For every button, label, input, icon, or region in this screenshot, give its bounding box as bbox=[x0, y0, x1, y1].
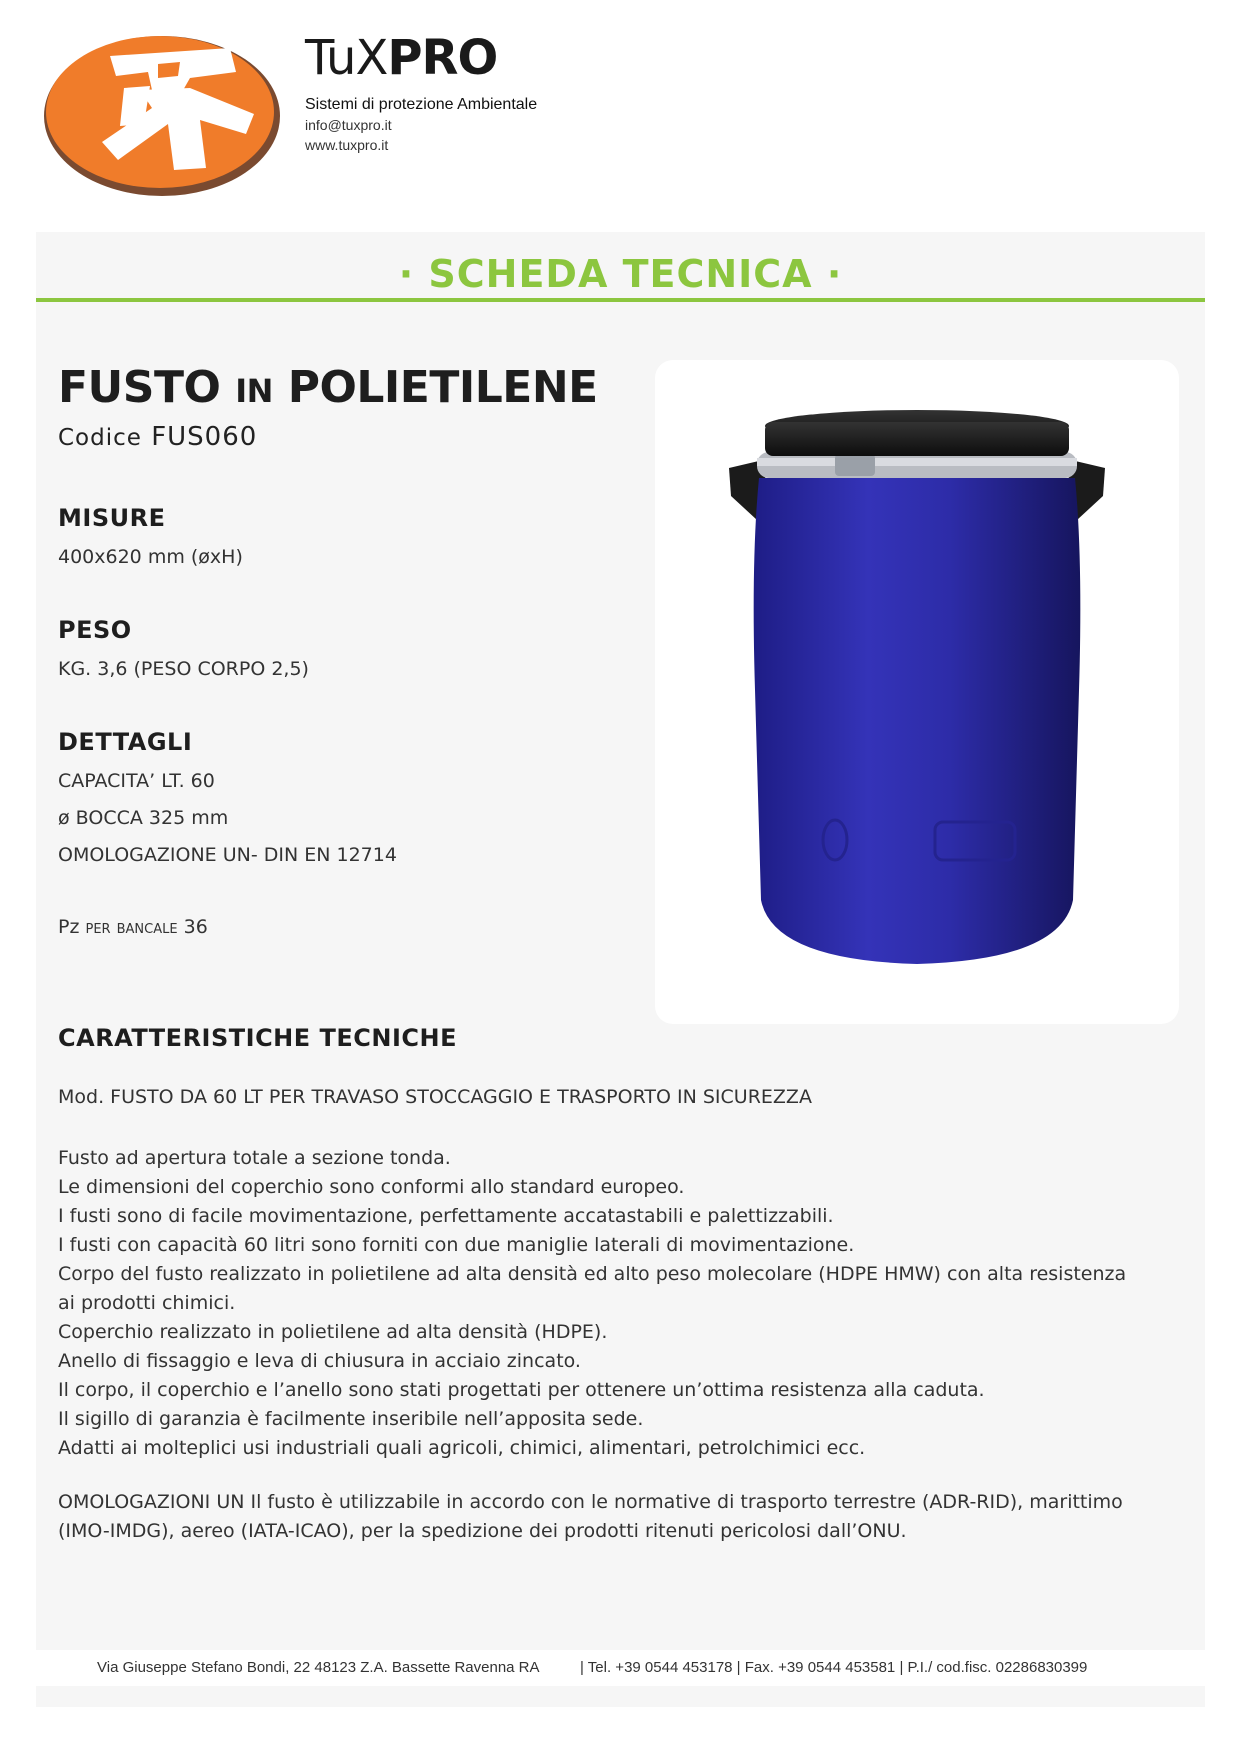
dettagli-item: CAPACITA’ LT. 60 bbox=[58, 770, 215, 792]
footer bbox=[36, 1650, 1205, 1686]
sheet-title: · SCHEDA TECNICA · bbox=[398, 252, 843, 296]
specs-line: I fusti sono di facile movimentazione, perfettamente accatastabili e palettizzabili. bbox=[58, 1205, 834, 1227]
peso-value: KG. 3,6 (PESO CORPO 2,5) bbox=[58, 658, 309, 680]
specs-line: Coperchio realizzato in polietilene ad alta densità (HDPE). bbox=[58, 1321, 608, 1343]
dettagli-item: ø BOCCA 325 mm bbox=[58, 807, 229, 829]
data-sheet-panel bbox=[36, 232, 1205, 1707]
brand-block bbox=[305, 30, 537, 154]
specs-line: Anello di fissaggio e leva di chiusura in acciaio zincato. bbox=[58, 1350, 581, 1372]
specs-model: Mod. FUSTO DA 60 LT PER TRAVASO STOCCAGGIO E TRASPORTO IN SICUREZZA bbox=[58, 1086, 812, 1108]
specs-line: Il sigillo di garanzia è facilmente inseribile nell’apposita sede. bbox=[58, 1408, 644, 1430]
brand-prefix: TuX bbox=[305, 30, 388, 86]
brand-email[interactable]: info@tuxpro.it bbox=[305, 117, 392, 133]
brand-tagline: Sistemi di protezione Ambientale bbox=[305, 96, 538, 113]
product-title-part2: IN bbox=[235, 372, 273, 410]
product-title bbox=[58, 362, 598, 413]
product-code-value: FUS060 bbox=[151, 422, 258, 452]
footer-address: Via Giuseppe Stefano Bondi, 22 48123 Z.A. Bassette Ravenna RA bbox=[97, 1659, 540, 1676]
specs-line: ai prodotti chimici. bbox=[58, 1292, 236, 1314]
brand-website[interactable]: www.tuxpro.it bbox=[305, 137, 389, 153]
peso-label: PESO bbox=[58, 616, 132, 644]
footer-contacts: | Tel. +39 0544 453178 | Fax. +39 0544 453581 | P.I./ cod.fisc. 02286830399 bbox=[580, 1659, 1088, 1676]
specs-line: Adatti ai molteplici usi industriali quali agricoli, chimici, alimentari, petrolchimici ecc. bbox=[58, 1437, 866, 1459]
pallet-quantity bbox=[58, 916, 208, 938]
product-title-part1: FUSTO bbox=[58, 362, 236, 413]
dettagli-item: OMOLOGAZIONE UN- DIN EN 12714 bbox=[58, 844, 397, 866]
product-code-label: Codice bbox=[58, 425, 142, 451]
specs-description bbox=[58, 1144, 1188, 1463]
specs-line: Corpo del fusto realizzato in polietilene ad alta densità ed alto peso molecolare (HDPE HMW) con alta resistenza bbox=[58, 1263, 1127, 1285]
brand-name bbox=[305, 30, 537, 86]
specs-omologazioni bbox=[58, 1488, 1188, 1546]
specs-line: Fusto ad apertura totale a sezione tonda. bbox=[58, 1147, 451, 1169]
brand-suffix: PRO bbox=[387, 30, 498, 86]
specs-line: Il corpo, il coperchio e l’anello sono stati progettati per ottenere un’ottima resistenza alla caduta. bbox=[58, 1379, 985, 1401]
specs-line: I fusti con capacità 60 litri sono forniti con due maniglie laterali di movimentazione. bbox=[58, 1234, 855, 1256]
tuxpro-logo-icon bbox=[40, 28, 290, 198]
dettagli-label: DETTAGLI bbox=[58, 728, 193, 756]
omologazioni-line: OMOLOGAZIONI UN Il fusto è utilizzabile in accordo con le normative di trasporto terrestre (ADR-RID), marittimo bbox=[58, 1491, 1123, 1513]
blue-plastic-drum-icon bbox=[655, 360, 1179, 1024]
pallet-label: per bancale bbox=[85, 916, 178, 938]
misure-value: 400x620 mm (øxH) bbox=[58, 546, 243, 568]
company-logo bbox=[40, 28, 290, 198]
pallet-value: 36 bbox=[183, 916, 208, 938]
product-image bbox=[655, 360, 1179, 1024]
specs-line: Le dimensioni del coperchio sono conformi allo standard europeo. bbox=[58, 1176, 685, 1198]
title-divider bbox=[36, 298, 1205, 302]
specs-title: CARATTERISTICHE TECNICHE bbox=[58, 1024, 457, 1052]
omologazioni-line: (IMO-IMDG), aereo (IATA-ICAO), per la spedizione dei prodotti ritenuti pericolosi dall’ONU. bbox=[58, 1520, 907, 1542]
product-title-part3: POLIETILENE bbox=[272, 362, 598, 413]
pallet-prefix: Pz bbox=[58, 916, 80, 938]
product-code bbox=[58, 422, 257, 452]
misure-label: MISURE bbox=[58, 504, 166, 532]
